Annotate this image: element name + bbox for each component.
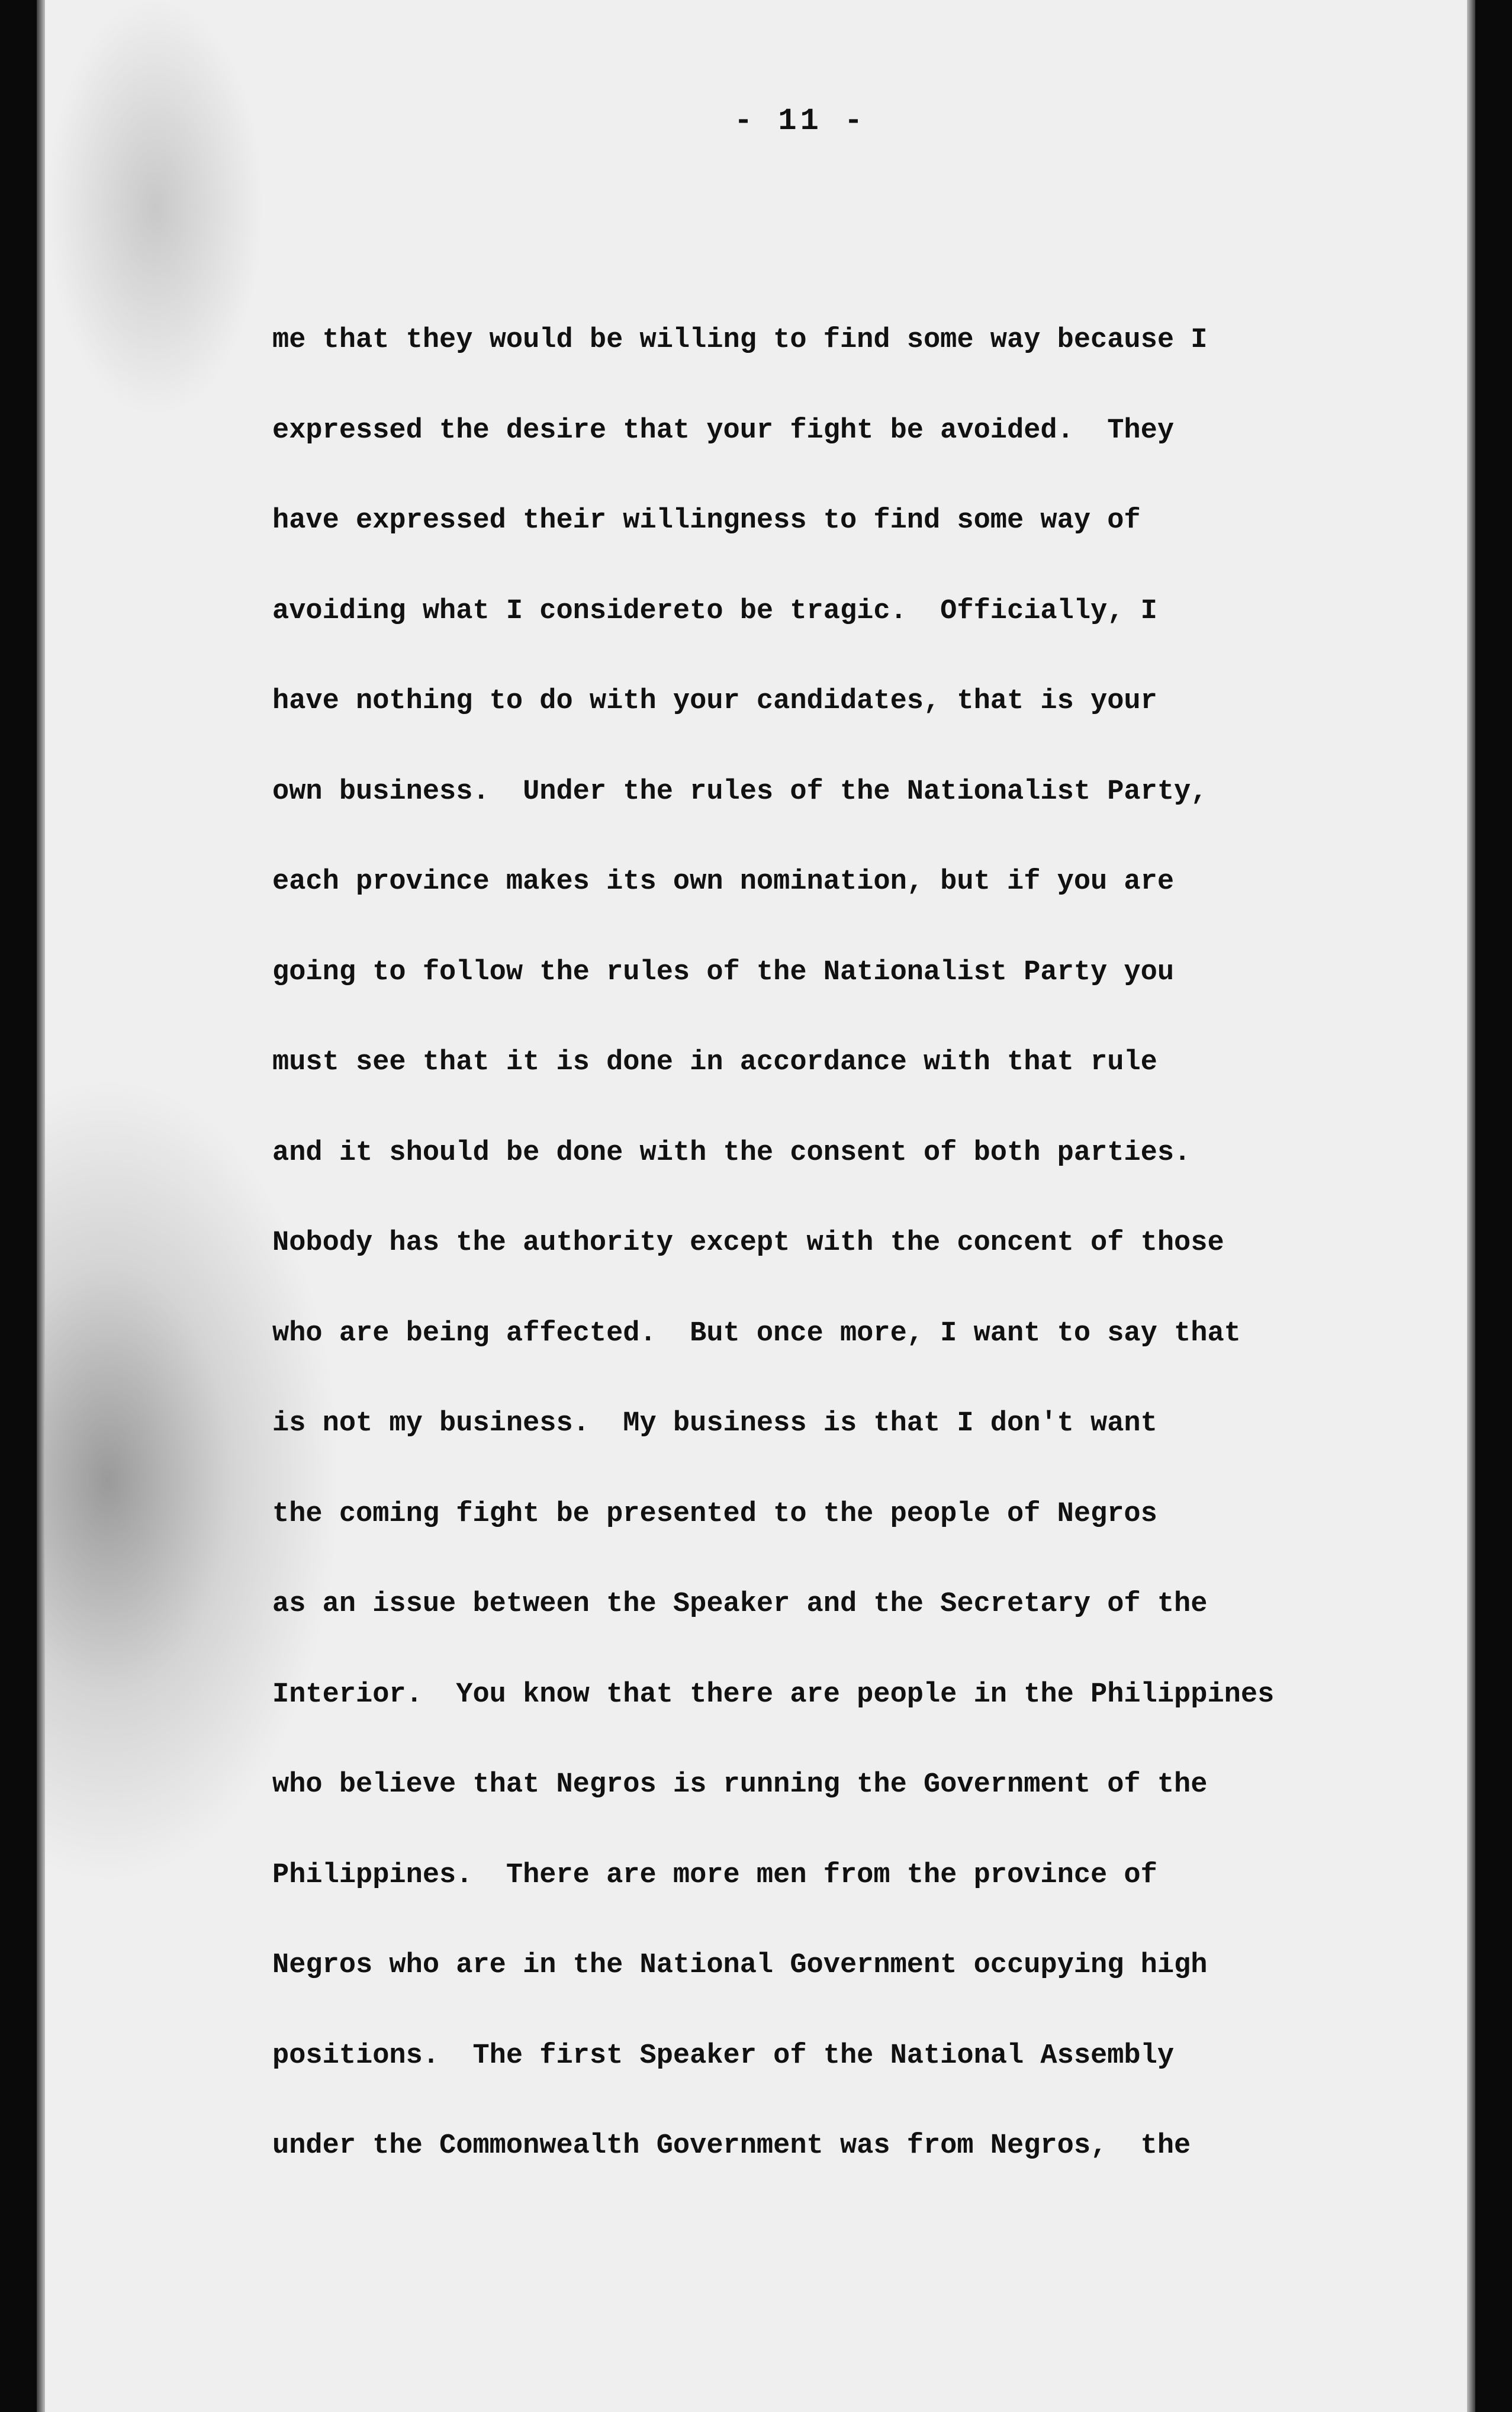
text-line: have expressed their willingness to find some way of bbox=[272, 505, 1141, 536]
text-line: me that they would be willing to find some way because I bbox=[272, 324, 1208, 356]
text-line: who are being affected. But once more, I want to say that bbox=[272, 1317, 1241, 1349]
text-line: avoiding what I considereto be tragic. Officially, I bbox=[272, 595, 1157, 627]
text-line: have nothing to do with your candidates, that is your bbox=[272, 686, 1157, 717]
text-line: and it should be done with the consent of both parties. bbox=[272, 1137, 1191, 1169]
text-line: Philippines. There are more men from the province of bbox=[272, 1859, 1157, 1891]
text-line: positions. The first Speaker of the National Assembly bbox=[272, 2040, 1175, 2072]
text-line: the coming fight be presented to the people of Negros bbox=[272, 1498, 1157, 1530]
page-right-edge bbox=[1467, 0, 1475, 2412]
text-line: Interior. You know that there are people in the Philippines bbox=[272, 1678, 1275, 1710]
page-number: - 11 - bbox=[734, 104, 867, 139]
text-line: must see that it is done in accordance with that rule bbox=[272, 1047, 1157, 1078]
text-line: own business. Under the rules of the Nationalist Party, bbox=[272, 776, 1208, 808]
text-line: is not my business. My business is that I don't want bbox=[272, 1408, 1157, 1439]
text-line: under the Commonwealth Government was from Negros, the bbox=[272, 2130, 1191, 2162]
text-line: who believe that Negros is running the Government of the bbox=[272, 1769, 1208, 1800]
body-text bbox=[272, 317, 1445, 2213]
text-line: going to follow the rules of the Nationalist Party you bbox=[272, 956, 1175, 988]
text-line: expressed the desire that your fight be avoided. They bbox=[272, 414, 1175, 446]
text-line: Negros who are in the National Government occupying high bbox=[272, 1950, 1208, 1981]
text-line: Nobody has the authority except with the concent of those bbox=[272, 1227, 1224, 1259]
text-line: as an issue between the Speaker and the Secretary of the bbox=[272, 1588, 1208, 1620]
text-line: each province makes its own nomination, but if you are bbox=[272, 866, 1175, 898]
page-left-edge bbox=[37, 0, 45, 2412]
